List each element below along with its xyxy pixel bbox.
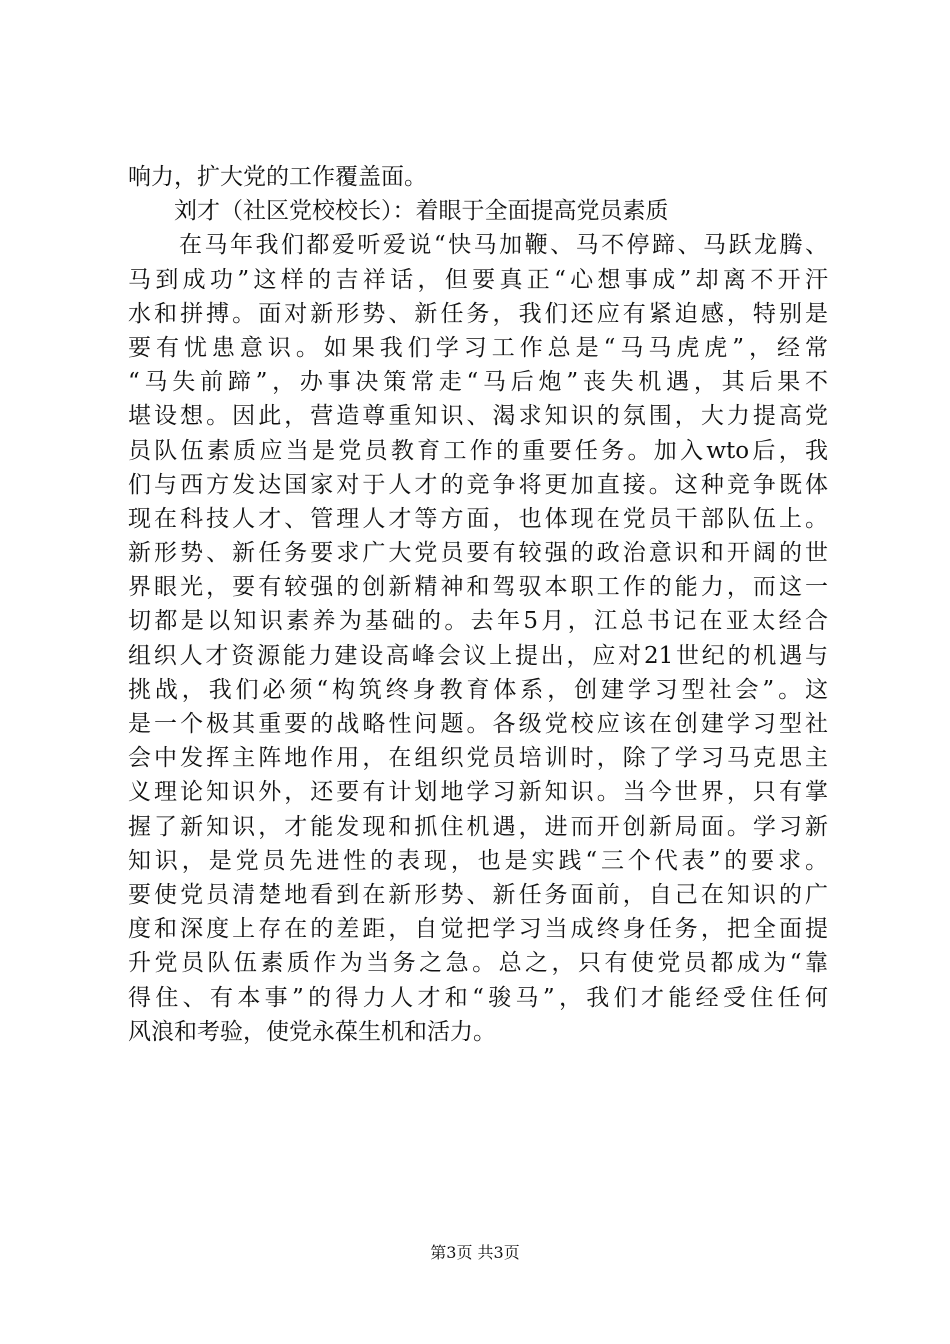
text-line: 风浪和考验，使党永葆生机和活力。	[128, 1018, 496, 1045]
text-line: 切都是以知识素养为基础的。去年5月，江总书记在亚太经合	[128, 608, 828, 635]
text-line: 在马年我们都爱听爱说“快马加鞭、马不停蹄、马跃龙腾、	[128, 232, 828, 259]
text-line: 要使党员清楚地看到在新形势、新任务面前，自己在知识的广	[128, 881, 828, 908]
text-line: 界眼光，要有较强的创新精神和驾驭本职工作的能力，而这一	[128, 574, 828, 601]
body-text	[128, 160, 828, 1049]
text-line: 响力，扩大党的工作覆盖面。	[128, 164, 427, 190]
text-line: 会中发挥主阵地作用，在组织党员培训时，除了学习马克思主	[128, 745, 828, 772]
text-line: 知识，是党员先进性的表现，也是实践“三个代表”的要求。	[128, 847, 828, 874]
text-line: 新形势、新任务要求广大党员要有较强的政治意识和开阔的世	[128, 540, 828, 567]
text-line: 组织人才资源能力建设高峰会议上提出，应对21世纪的机遇与	[128, 642, 828, 669]
text-line: 马到成功”这样的吉祥话，但要真正“心想事成”却离不开汗	[128, 266, 828, 293]
section-heading: 刘才（社区党校校长）：着眼于全面提高党员素质	[128, 198, 669, 225]
text-line: 度和深度上存在的差距，自觉把学习当成终身任务，把全面提	[128, 916, 828, 943]
text-line: 现在科技人才、管理人才等方面，也体现在党员干部队伍上。	[128, 505, 828, 532]
text-line: 员队伍素质应当是党员教育工作的重要任务。加入wto后，我	[128, 437, 828, 464]
text-line: 握了新知识，才能发现和抓住机遇，进而开创新局面。学习新	[128, 813, 828, 840]
text-line: 要有忧患意识。如果我们学习工作总是“马马虎虎”，经常	[128, 334, 828, 361]
text-line: 堪设想。因此，营造尊重知识、渴求知识的氛围，大力提高党	[128, 403, 828, 430]
page-number: 第3页 共3页	[430, 1243, 520, 1262]
text-line: 们与西方发达国家对于人才的竞争将更加直接。这种竞争既体	[128, 471, 828, 498]
text-line: “马失前蹄”，办事决策常走“马后炮”丧失机遇，其后果不	[128, 369, 828, 396]
text-line: 义理论知识外，还要有计划地学习新知识。当今世界，只有掌	[128, 779, 828, 806]
text-line: 挑战，我们必须“构筑终身教育体系，创建学习型社会”。这	[128, 676, 828, 703]
text-line: 升党员队伍素质作为当务之急。总之，只有使党员都成为“靠	[128, 950, 828, 977]
text-line: 得住、有本事”的得力人才和“骏马”，我们才能经受住任何	[128, 984, 828, 1011]
text-line: 是一个极其重要的战略性问题。各级党校应该在创建学习型社	[128, 711, 828, 737]
text-line: 水和拼搏。面对新形势、新任务，我们还应有紧迫感，特别是	[128, 300, 828, 327]
